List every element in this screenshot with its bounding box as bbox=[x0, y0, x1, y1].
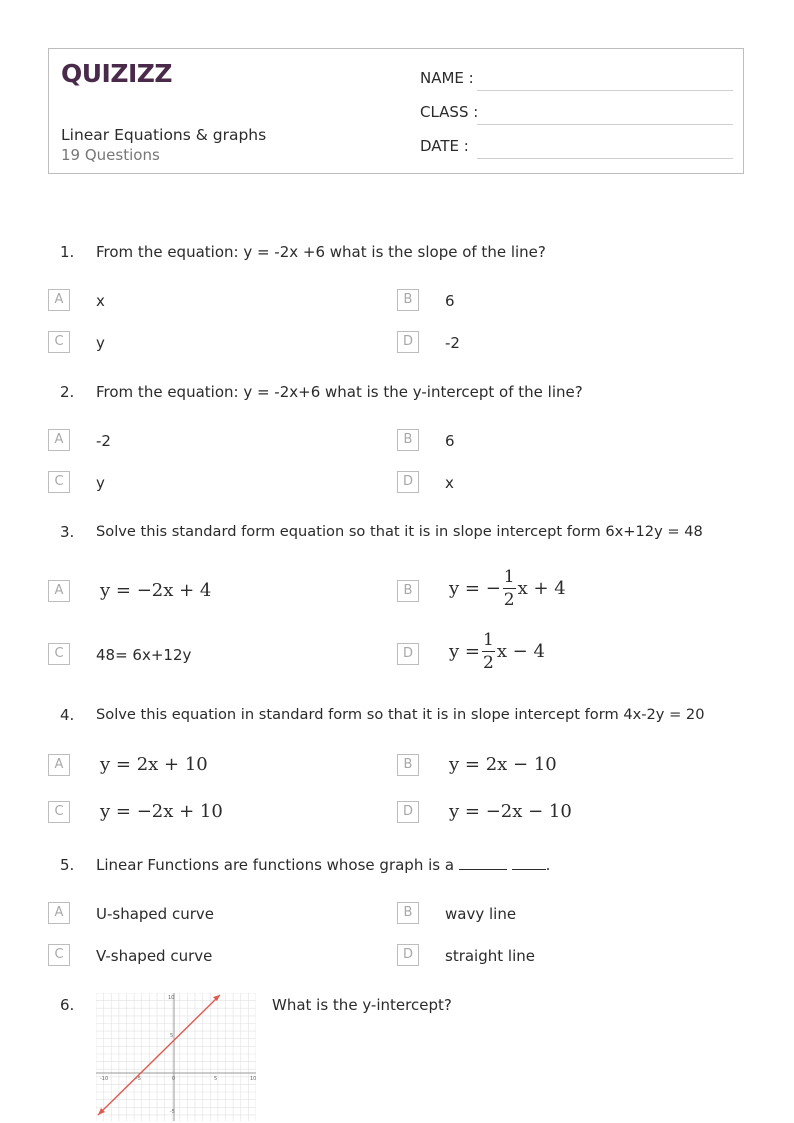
option-b-equation bbox=[449, 569, 566, 609]
option-b-box[interactable]: B bbox=[397, 429, 419, 451]
option-a-box[interactable]: A bbox=[48, 580, 70, 602]
option-c-text: y bbox=[96, 334, 105, 352]
option-a-equation: y = 2x + 10 bbox=[100, 754, 208, 775]
fraction-numerator: 1 bbox=[482, 630, 494, 650]
class-field[interactable] bbox=[477, 123, 733, 125]
question-number: 2. bbox=[60, 383, 75, 401]
worksheet-title: Linear Equations & graphs bbox=[61, 126, 267, 144]
option-d-equation: y = −2x − 10 bbox=[449, 801, 572, 822]
option-d-text: -2 bbox=[445, 334, 460, 352]
option-a-box[interactable]: A bbox=[48, 289, 70, 311]
option-c-text: y bbox=[96, 474, 105, 492]
option-c-box[interactable]: C bbox=[48, 801, 70, 823]
question-text: From the equation: y = -2x +6 what is the slope of the line? bbox=[96, 243, 546, 261]
option-b-box[interactable]: B bbox=[397, 754, 419, 776]
option-c-text: 48= 6x+12y bbox=[96, 646, 192, 664]
graph-grid bbox=[96, 993, 256, 1121]
option-b-box[interactable]: B bbox=[397, 289, 419, 311]
answer-blank bbox=[459, 868, 507, 870]
question-count: 19 Questions bbox=[61, 146, 160, 164]
y-tick-label: 5 bbox=[170, 1033, 174, 1039]
name-label: NAME : bbox=[420, 69, 474, 87]
option-b-text: 6 bbox=[445, 432, 455, 450]
option-d-box[interactable]: D bbox=[397, 801, 419, 823]
quizizz-logo: QUIZIZZ bbox=[61, 59, 173, 88]
fraction bbox=[482, 632, 495, 672]
option-d-box[interactable]: D bbox=[397, 331, 419, 353]
option-a-text: U-shaped curve bbox=[96, 905, 214, 923]
equation-right: x − 4 bbox=[496, 641, 545, 662]
option-b-box[interactable]: B bbox=[397, 580, 419, 602]
question-number: 5. bbox=[60, 856, 75, 874]
fraction-denominator: 2 bbox=[503, 590, 515, 610]
option-d-box[interactable]: D bbox=[397, 471, 419, 493]
option-d-box[interactable]: D bbox=[397, 643, 419, 665]
coordinate-graph bbox=[96, 993, 256, 1121]
option-d-box[interactable]: D bbox=[397, 944, 419, 966]
x-tick-label: -10 bbox=[100, 1076, 109, 1082]
x-tick-label: 0 bbox=[172, 1076, 176, 1082]
equation-right: x + 4 bbox=[517, 578, 566, 599]
question-text: Solve this equation in standard form so that it is in slope intercept form 4x-2y = 20 bbox=[96, 706, 705, 723]
question-text-line bbox=[96, 856, 550, 874]
option-d-text: x bbox=[445, 474, 454, 492]
question-number: 4. bbox=[60, 706, 75, 724]
option-a-text: x bbox=[96, 292, 105, 310]
question-number: 3. bbox=[60, 523, 75, 541]
fraction bbox=[503, 569, 516, 609]
option-c-box[interactable]: C bbox=[48, 331, 70, 353]
y-tick-label: 10 bbox=[168, 995, 175, 1001]
y-tick-label: -5 bbox=[170, 1109, 175, 1115]
question-number: 1. bbox=[60, 243, 75, 261]
question-number: 6. bbox=[60, 996, 75, 1014]
option-d-text: straight line bbox=[445, 947, 535, 965]
equation-left: y = − bbox=[449, 578, 501, 599]
question-text-end: . bbox=[545, 856, 551, 874]
option-b-box[interactable]: B bbox=[397, 902, 419, 924]
option-a-text: -2 bbox=[96, 432, 111, 450]
fraction-denominator: 2 bbox=[482, 653, 494, 673]
question-text: Linear Functions are functions whose graph is a bbox=[96, 856, 455, 874]
date-field[interactable] bbox=[477, 157, 733, 159]
question-text: Solve this standard form equation so that it is in slope intercept form 6x+12y = 48 bbox=[96, 523, 703, 540]
option-a-box[interactable]: A bbox=[48, 754, 70, 776]
option-d-equation bbox=[449, 632, 545, 672]
option-b-equation: y = 2x − 10 bbox=[449, 754, 557, 775]
option-a-box[interactable]: A bbox=[48, 429, 70, 451]
equation-left: y = bbox=[449, 641, 480, 662]
worksheet-header bbox=[48, 48, 744, 174]
x-tick-label: -5 bbox=[136, 1076, 141, 1082]
date-label: DATE : bbox=[420, 137, 469, 155]
fraction-numerator: 1 bbox=[503, 567, 515, 587]
question-text: What is the y-intercept? bbox=[272, 996, 452, 1014]
option-c-box[interactable]: C bbox=[48, 944, 70, 966]
option-a-equation: y = −2x + 4 bbox=[100, 580, 212, 601]
option-c-box[interactable]: C bbox=[48, 471, 70, 493]
option-a-box[interactable]: A bbox=[48, 902, 70, 924]
option-b-text: 6 bbox=[445, 292, 455, 310]
option-b-text: wavy line bbox=[445, 905, 517, 923]
answer-blank bbox=[512, 868, 546, 870]
plotted-line bbox=[98, 995, 220, 1115]
question-text: From the equation: y = -2x+6 what is the y-intercept of the line? bbox=[96, 383, 583, 401]
class-label: CLASS : bbox=[420, 103, 479, 121]
name-field[interactable] bbox=[477, 89, 733, 91]
option-c-box[interactable]: C bbox=[48, 643, 70, 665]
option-c-equation: y = −2x + 10 bbox=[100, 801, 223, 822]
x-tick-label: 10 bbox=[250, 1076, 256, 1082]
x-tick-label: 5 bbox=[214, 1076, 218, 1082]
option-c-text: V-shaped curve bbox=[96, 947, 213, 965]
